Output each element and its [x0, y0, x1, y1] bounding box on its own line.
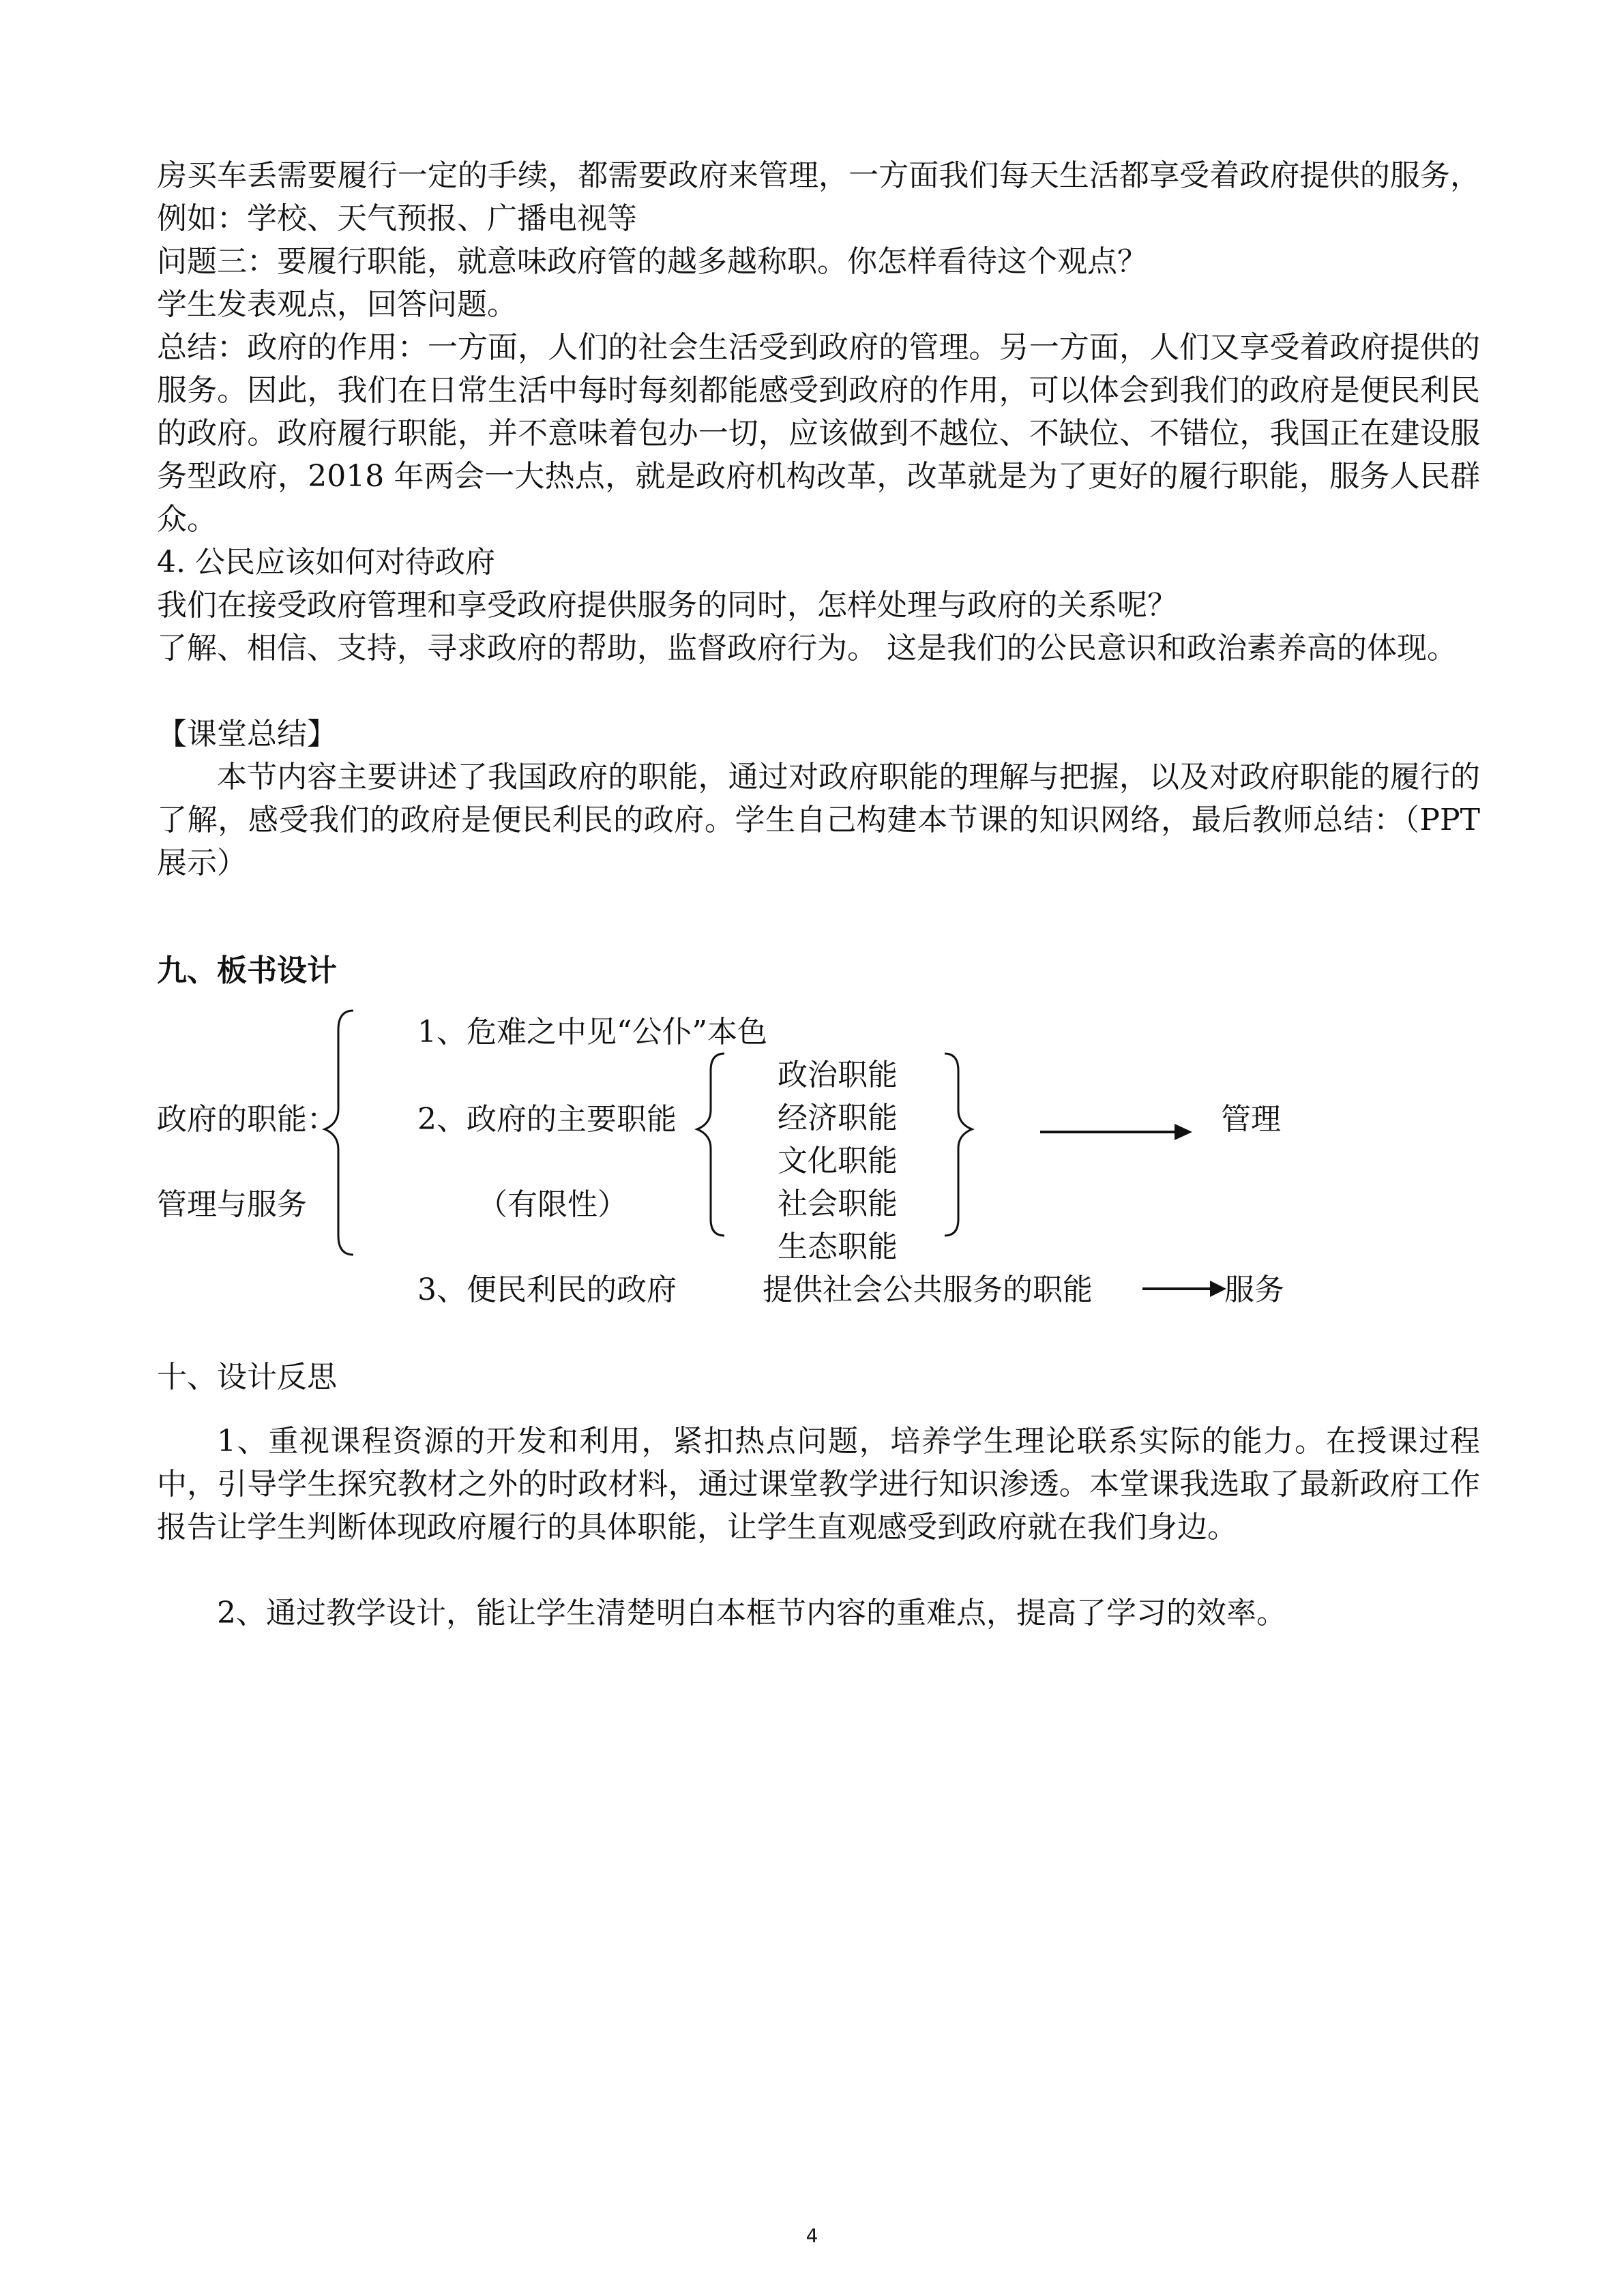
board-function-political: 政治职能: [778, 1058, 898, 1092]
arrow-to-manage-head: [1175, 1124, 1192, 1140]
paragraph-question-three: 问题三：要履行职能，就意味政府管的越多越称职。你怎样看待这个观点？: [157, 244, 1147, 279]
section-heading-board-design: 九、板书设计: [157, 953, 337, 988]
board-function-social: 社会职能: [778, 1187, 898, 1221]
paragraph-student-answer: 学生发表观点，回答问题。: [157, 287, 517, 322]
paragraph-reflection-2: 2、通过教学设计，能让学生清楚明白本框节内容的重难点，提高了学习的效率。: [217, 1596, 1286, 1630]
functions-brace: [697, 1054, 724, 1236]
paragraph-heading-citizens: 4. 公民应该如何对待政府: [157, 545, 495, 580]
paragraph-citizen-attitude: 了解、相信、支持，寻求政府的帮助，监督政府行为。 这是我们的公民意识和政治素养高的体现。: [157, 631, 1457, 666]
board-item-1: 1、危难之中见“公仆”本色: [417, 1015, 767, 1049]
board-function-ecological: 生态职能: [778, 1229, 898, 1264]
board-result-service: 服务: [1224, 1272, 1284, 1307]
board-public-service: 提供社会公共服务的职能: [763, 1272, 1093, 1307]
paragraph-question-relationship: 我们在接受政府管理和享受政府提供服务的同时，怎样处理与政府的关系呢？: [157, 588, 1177, 623]
board-item-3: 3、便民利民的政府: [417, 1272, 677, 1307]
board-left-subtitle: 管理与服务: [157, 1187, 307, 1222]
section-heading-reflection: 十、设计反思: [157, 1360, 337, 1395]
board-result-manage: 管理: [1221, 1102, 1281, 1137]
board-function-economic: 经济职能: [778, 1101, 898, 1135]
page-number: 4: [806, 2224, 818, 2247]
paragraph-class-summary-heading: 【课堂总结】: [157, 717, 337, 751]
paragraph-summary: 总结：政府的作用：一方面，人们的社会生活受到政府的管理。另一方面，人们又享受着政府提供的服务。因此，我们在日常生活中每时每刻都能感受到政府的作用，可以体会到我们的政府是便民利民的政府。政府履行职能，并不意味着包办一切，应该做到不越位、不缺位、不错位，我国正在建设服务型政府，2018 年两会一大热点，就是政府机构改革，改革就是为了更好的履行职能，服务人民群众。: [157, 330, 1480, 537]
board-left-title: 政府的职能：: [157, 1102, 337, 1137]
board-item-2-note: （有限性）: [477, 1187, 628, 1222]
functions-closing-brace: [945, 1054, 972, 1236]
paragraph-reflection-1: 1、重视课程资源的开发和利用，紧扣热点问题，培养学生理论联系实际的能力。在授课过程中，引导学生探究教材之外的时政材料，通过课堂教学进行知识渗透。本堂课我选取了最新政府工作报告让学生判断体现政府履行的具体职能，让学生直观感受到政府就在我们身边。: [157, 1424, 1480, 1545]
paragraph-intro: 房买车丢需要履行一定的手续，都需要政府来管理，一方面我们每天生活都享受着政府提供的服务，例如：学校、天气预报、广播电视等: [157, 158, 1480, 236]
paragraph-class-summary: 本节内容主要讲述了我国政府的职能，通过对政府职能的理解与把握，以及对政府职能的履行的了解，感受我们的政府是便民利民的政府。学生自己构建本节课的知识网络，最后教师总结：（PPT 展示）: [157, 760, 1480, 880]
board-item-2: 2、政府的主要职能: [417, 1102, 677, 1137]
board-function-cultural: 文化职能: [778, 1144, 898, 1178]
